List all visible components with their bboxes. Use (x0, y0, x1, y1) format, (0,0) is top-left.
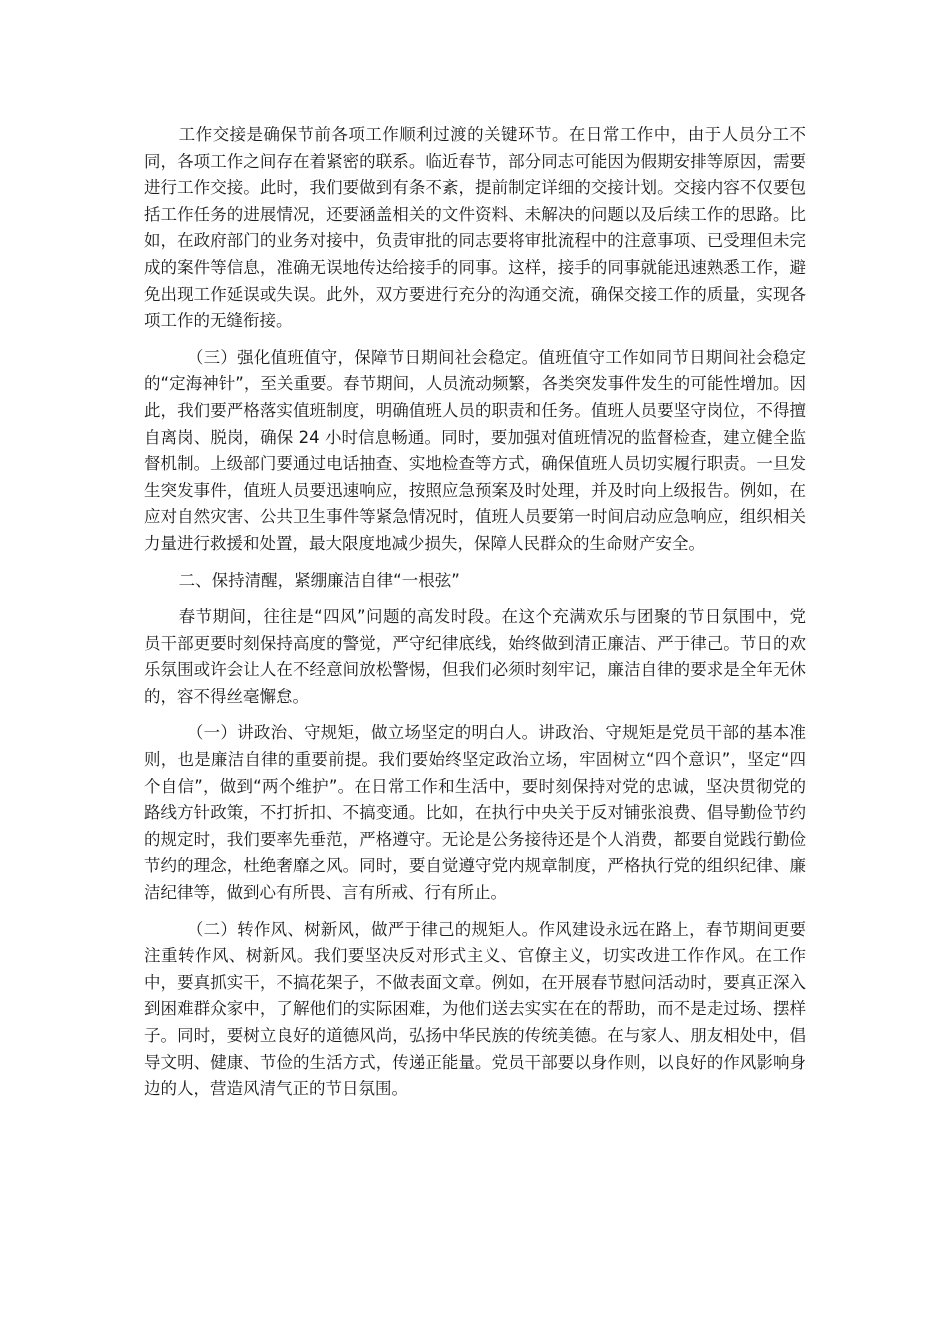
paragraph-politics-rules: （一）讲政治、守规矩，做立场坚定的明白人。讲政治、守规矩是党员干部的基本准则，也是廉洁自律的重要前提。我们要始终坚定政治立场，牢固树立“四个意识”，坚定“四个自信”，做到“两个维护”。在日常工作和生活中，要时刻保持对党的忠诚，坚决贯彻党的路线方针政策，不打折扣、不搞变通。比如，在执行中央关于反对铺张浪费、倡导勤俭节约的规定时，我们要率先垂范，严格遵守。无论是公务接待还是个人消费，都要自觉践行勤俭节约的理念，杜绝奢靡之风。同时，要自觉遵守党内规章制度，严格执行党的组织纪律、廉洁纪律等，做到心有所畏、言有所戒、行有所止。 (144, 723, 806, 903)
section-heading-integrity: 二、保持清醒，紧绷廉洁自律“一根弦” (178, 570, 460, 590)
paragraph-four-winds: 春节期间，往往是“四风”问题的高发时段。在这个充满欢乐与团聚的节日氛围中，党员干部更要时刻保持高度的警觉，严守纪律底线，始终做到清正廉洁、严于律己。节日的欢乐氛围或许会让人在不经意间放松警惕，但我们必须时刻牢记，廉洁自律的要求是全年无休的，容不得丝毫懈怠。 (144, 607, 806, 706)
paragraph-work-style: （二）转作风、树新风，做严于律己的规矩人。作风建设永远在路上，春节期间更要注重转作风、树新风。我们要坚决反对形式主义、官僚主义，切实改进工作作风。在工作中，要真抓实干，不搞花架子，不做表面文章。例如，在开展春节慰问活动时，要真正深入到困难群众家中，了解他们的实际困难，为他们送去实实在在的帮助，而不是走过场、摆样子。同时，要树立良好的道德风尚，弘扬中华民族的传统美德。在与家人、朋友相处中，倡导文明、健康、节俭的生活方式，传递正能量。党员干部要以身作则，以良好的作风影响身边的人，营造风清气正的节日氛围。 (144, 919, 806, 1099)
paragraph-duty-watch: （三）强化值班值守，保障节日期间社会稳定。值班值守工作如同节日期间社会稳定的“定海神针”，至关重要。春节期间，人员流动频繁，各类突发事件发生的可能性增加。因此，我们要严格落实值班制度，明确值班人员的职责和任务。值班人员要坚守岗位，不得擅自离岗、脱岗，确保 24 小时信息畅通。同时，要加强对值班情况的监督检查，建立健全监督机制。上级部门要通过电话抽查、实地检查等方式，确保值班人员切实履行职责。一旦发生突发事件，值班人员要迅速响应，按照应急预案及时处理，并及时向上级报告。例如，在应对自然灾害、公共卫生事件等紧急情况时，值班人员要第一时间启动应急响应，组织相关力量进行救援和处置，最大限度地减少损失，保障人民群众的生命财产安全。 (144, 347, 806, 553)
paragraph-work-handover: 工作交接是确保节前各项工作顺利过渡的关键环节。在日常工作中，由于人员分工不同，各项工作之间存在着紧密的联系。临近春节，部分同志可能因为假期安排等原因，需要进行工作交接。此时，我们要做到有条不紊，提前制定详细的交接计划。交接内容不仅要包括工作任务的进展情况，还要涵盖相关的文件资料、未解决的问题以及后续工作的思路。比如，在政府部门的业务对接中，负责审批的同志要将审批流程中的注意事项、已受理但未完成的案件等信息，准确无误地传达给接手的同事。这样，接手的同事就能迅速熟悉工作，避免出现工作延误或失误。此外，双方要进行充分的沟通交流，确保交接工作的质量，实现各项工作的无缝衔接。 (144, 125, 806, 331)
document-page (144, 122, 806, 1113)
